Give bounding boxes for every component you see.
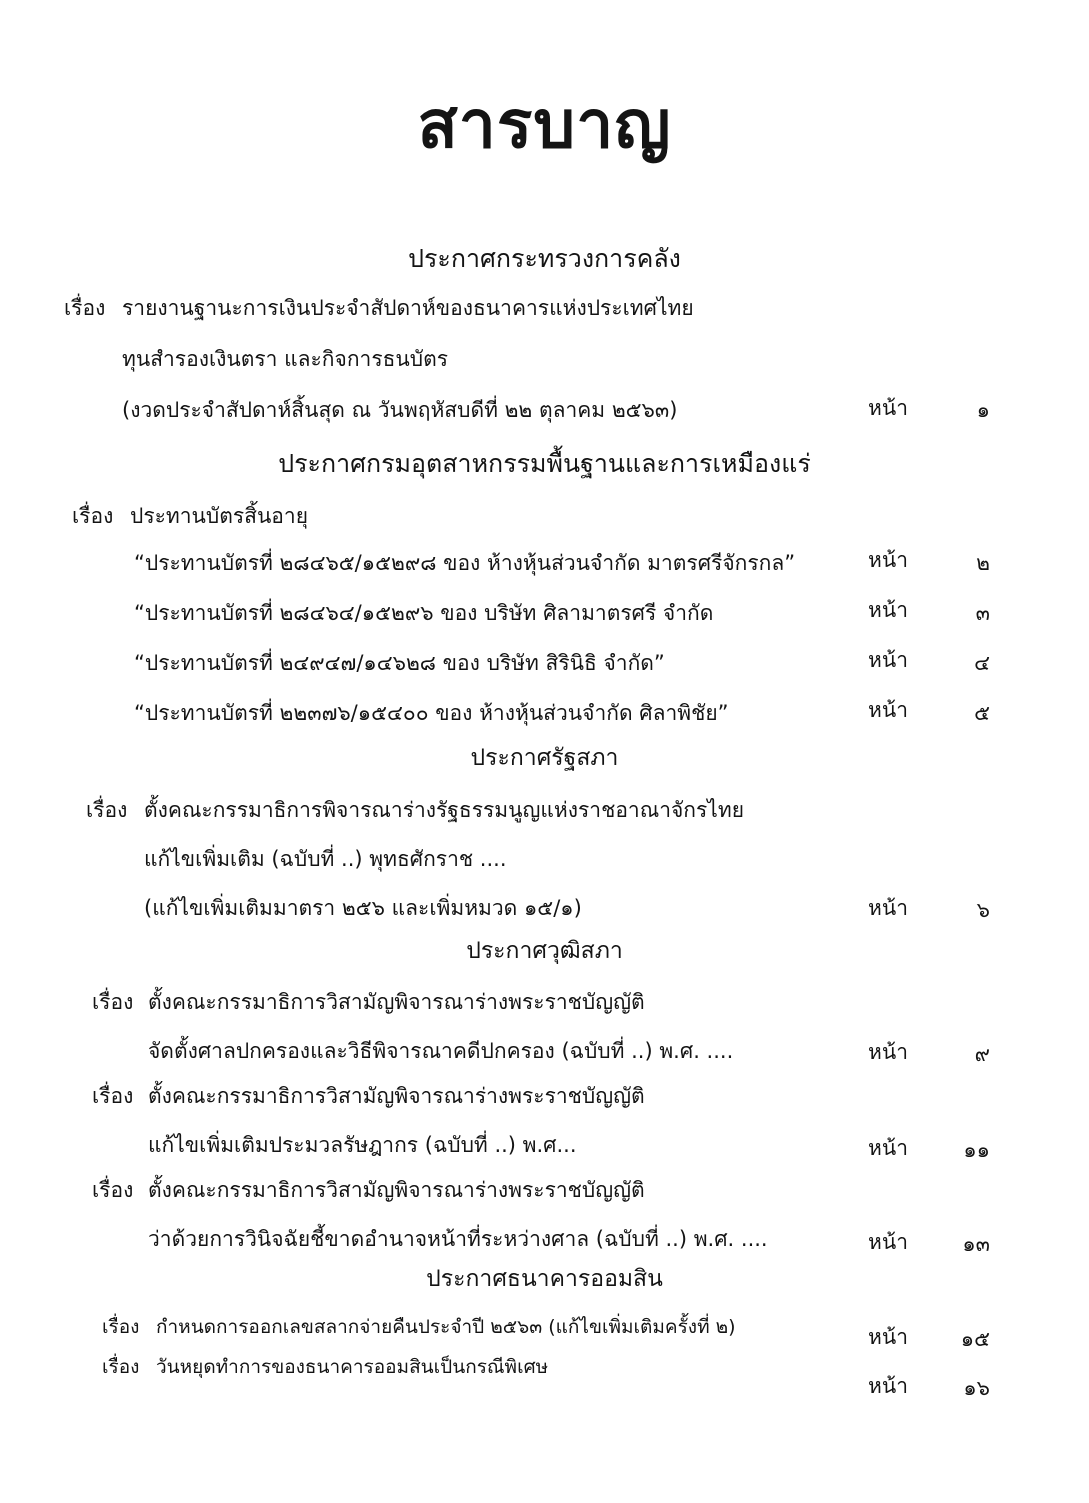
- entry-line: วันหยุดทำการของธนาคารออมสินเป็นกรณีพิเศษ: [156, 1356, 549, 1378]
- entry-line: ตั้งคณะกรรมาธิการวิสามัญพิจารณาร่างพระราชบัญญัติ: [148, 990, 645, 1014]
- page-label: หน้า: [868, 698, 908, 722]
- section-heading: ประกาศกระทรวงการคลัง: [408, 244, 681, 273]
- list-item: “ประทานบัตรที่ ๒๒๓๗๖/๑๕๔๐๐ ของ ห้างหุ้นส่วนจำกัด ศิลาพิชัย”: [134, 701, 729, 725]
- entry-line: กำหนดการออกเลขสลากจ่ายคืนประจำปี ๒๕๖๓ (แก้ไขเพิ่มเติมครั้งที่ ๒): [156, 1316, 736, 1338]
- entry-label: เรื่อง: [92, 1178, 134, 1202]
- entry-label: เรื่อง: [64, 296, 106, 320]
- page-label: หน้า: [868, 1040, 908, 1064]
- page-label: หน้า: [868, 548, 908, 572]
- list-item: “ประทานบัตรที่ ๒๔๙๔๗/๑๔๖๒๘ ของ บริษัท สิรินิธิ จำกัด”: [134, 651, 665, 675]
- entry-line: (แก้ไขเพิ่มเติมมาตรา ๒๕๖ และเพิ่มหมวด ๑๕/๑): [144, 896, 582, 920]
- section-heading: ประกาศวุฒิสภา: [466, 938, 623, 964]
- entry-line: ตั้งคณะกรรมาธิการพิจารณาร่างรัฐธรรมนูญแห่งราชอาณาจักรไทย: [144, 798, 745, 822]
- page-number: ๖: [976, 898, 990, 922]
- entry-label: เรื่อง: [102, 1356, 140, 1378]
- section-heading: ประกาศกรมอุตสาหกรรมพื้นฐานและการเหมืองแร่: [278, 449, 811, 478]
- page-number: ๑๕: [960, 1327, 990, 1351]
- section-heading: ประกาศรัฐสภา: [470, 745, 619, 771]
- entry-line: จัดตั้งศาลปกครองและวิธีพิจารณาคดีปกครอง (ฉบับที่ ..) พ.ศ. ....: [148, 1039, 734, 1063]
- entry-line: ตั้งคณะกรรมาธิการวิสามัญพิจารณาร่างพระราชบัญญัติ: [148, 1178, 645, 1202]
- list-item: “ประทานบัตรที่ ๒๘๔๖๕/๑๕๒๙๘ ของ ห้างหุ้นส่วนจำกัด มาตรศรีจักรกล”: [134, 551, 796, 575]
- page-label: หน้า: [868, 1325, 908, 1349]
- page-label: หน้า: [868, 396, 908, 420]
- page-number: ๑๖: [963, 1376, 990, 1400]
- page-title: สารบาญ: [417, 86, 672, 163]
- entry-line: ว่าด้วยการวินิจฉัยชี้ขาดอำนาจหน้าที่ระหว่างศาล (ฉบับที่ ..) พ.ศ. ....: [148, 1227, 768, 1251]
- entry-label: เรื่อง: [92, 990, 134, 1014]
- page-label: หน้า: [868, 598, 908, 622]
- list-item: “ประทานบัตรที่ ๒๘๔๖๔/๑๕๒๙๖ ของ บริษัท ศิลามาตรศรี จำกัด: [134, 601, 714, 625]
- page-number: ๕: [974, 701, 990, 725]
- page-number: ๓: [975, 601, 990, 625]
- page-label: หน้า: [868, 1136, 908, 1160]
- page-label: หน้า: [868, 648, 908, 672]
- page-label: หน้า: [868, 1374, 908, 1398]
- page-label: หน้า: [868, 896, 908, 920]
- section-heading: ประกาศธนาคารออมสิน: [426, 1266, 663, 1292]
- entry-label: เรื่อง: [102, 1316, 140, 1338]
- entry-line: ตั้งคณะกรรมาธิการวิสามัญพิจารณาร่างพระราชบัญญัติ: [148, 1084, 645, 1108]
- page-label: หน้า: [868, 1230, 908, 1254]
- page-number: ๑๑: [963, 1138, 990, 1162]
- entry-line: ประทานบัตรสิ้นอายุ: [130, 504, 309, 528]
- page-number: ๙: [974, 1042, 990, 1066]
- page-number: ๑: [976, 398, 990, 422]
- page-number: ๔: [974, 651, 990, 675]
- entry-line: (งวดประจำสัปดาห์สิ้นสุด ณ วันพฤหัสบดีที่ ๒๒ ตุลาคม ๒๕๖๓): [122, 398, 678, 422]
- page-number: ๒: [976, 551, 990, 575]
- entry-label: เรื่อง: [72, 504, 114, 528]
- entry-line: แก้ไขเพิ่มเติม (ฉบับที่ ..) พุทธศักราช ....: [144, 847, 507, 871]
- entry-line: รายงานฐานะการเงินประจำสัปดาห์ของธนาคารแห่งประเทศไทย: [122, 296, 694, 320]
- entry-label: เรื่อง: [86, 798, 128, 822]
- entry-line: แก้ไขเพิ่มเติมประมวลรัษฎากร (ฉบับที่ ..) พ.ศ...: [148, 1133, 577, 1157]
- entry-line: ทุนสำรองเงินตรา และกิจการธนบัตร: [122, 347, 449, 371]
- page-number: ๑๓: [962, 1232, 990, 1256]
- entry-label: เรื่อง: [92, 1084, 134, 1108]
